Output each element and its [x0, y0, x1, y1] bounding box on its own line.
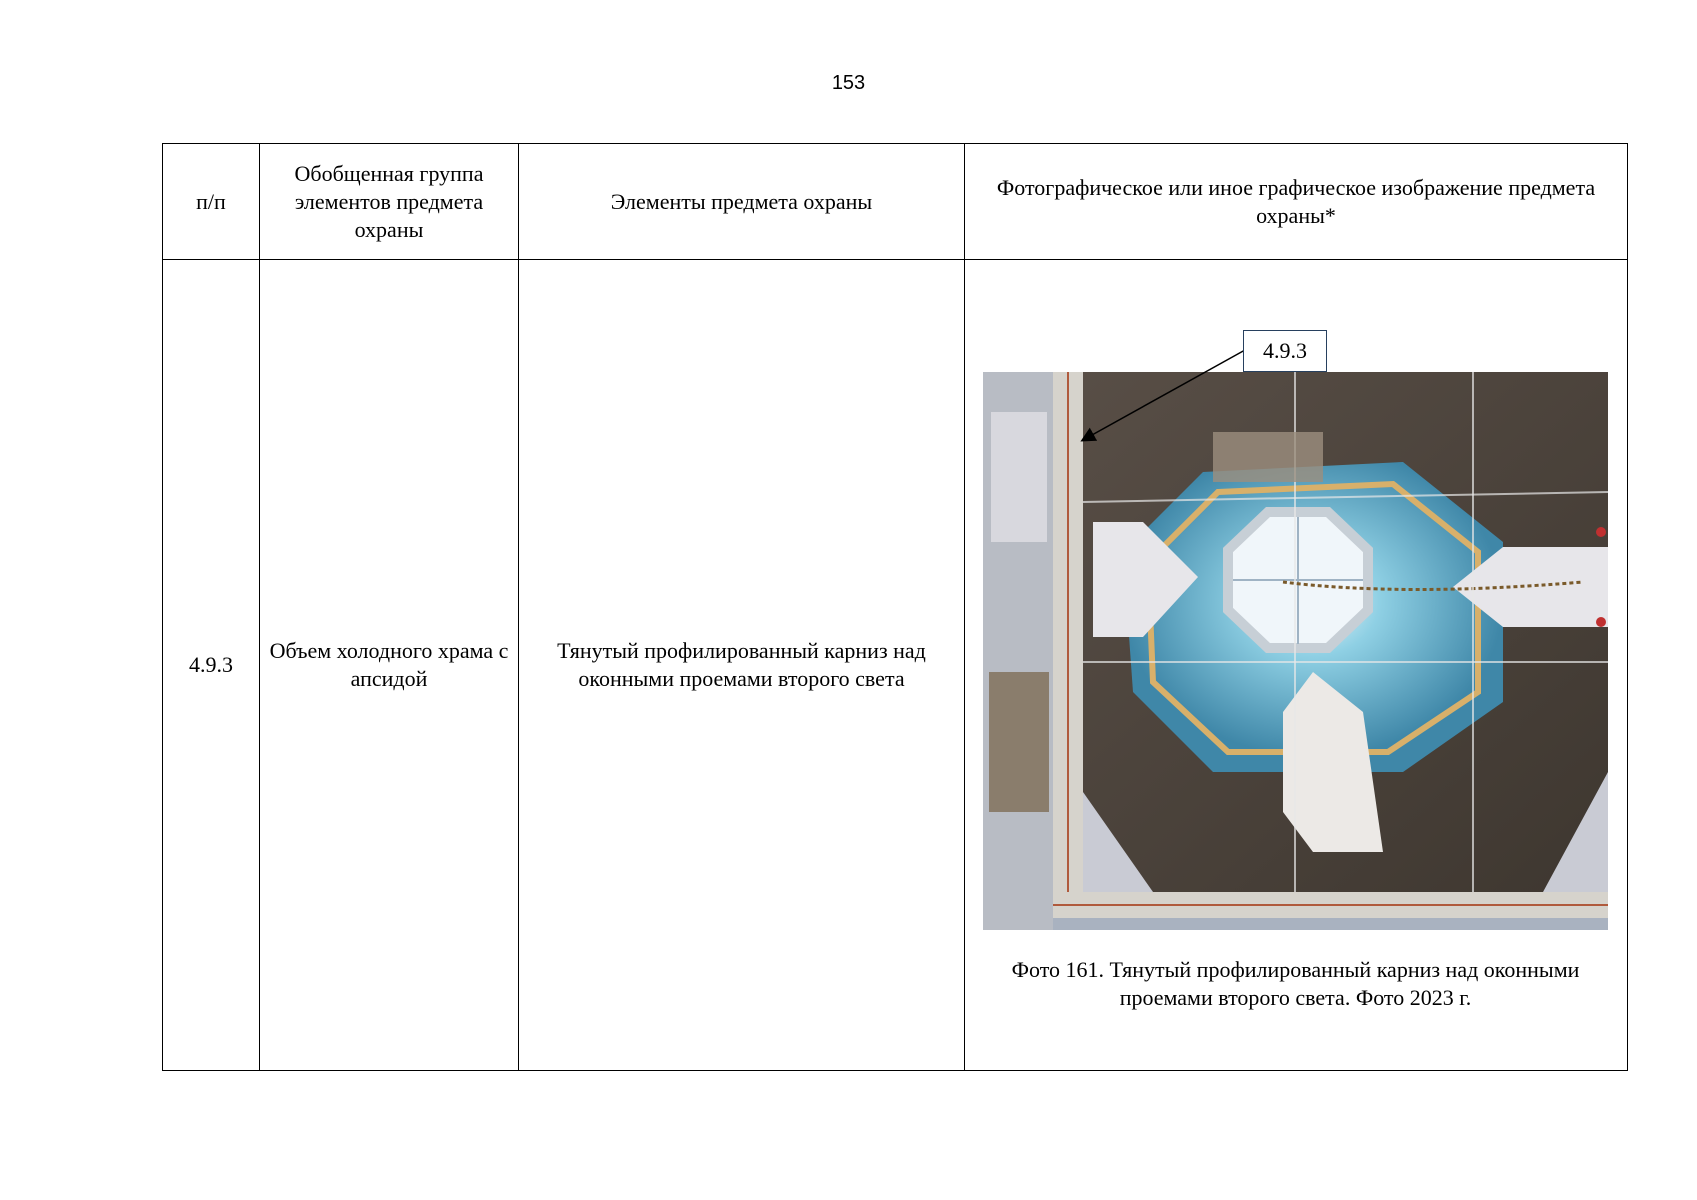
callout-label: 4.9.3	[1243, 330, 1327, 372]
table-row	[163, 260, 1628, 1071]
table-header-row	[163, 144, 1628, 260]
header-elements: Элементы предмета охраны	[519, 144, 965, 260]
photo-caption: Фото 161. Тянутый профилированный карниз над оконными проемами второго света. Фото 2023 г.	[1011, 957, 1580, 1010]
header-image: Фотографическое или иное графическое изображение предмета охраны*	[965, 144, 1628, 260]
cell-image	[965, 260, 1628, 1071]
cell-number: 4.9.3	[163, 260, 260, 1071]
photo-figure	[983, 260, 1608, 1070]
header-group: Обобщенная группа элементов предмета охраны	[260, 144, 519, 260]
cell-element: Тянутый профилированный карниз над оконными проемами второго света	[519, 260, 965, 1071]
heritage-table	[162, 143, 1628, 1071]
header-number: п/п	[163, 144, 260, 260]
cell-group: Объем холодного храма с апсидой	[260, 260, 519, 1071]
page-number: 153	[831, 72, 866, 94]
